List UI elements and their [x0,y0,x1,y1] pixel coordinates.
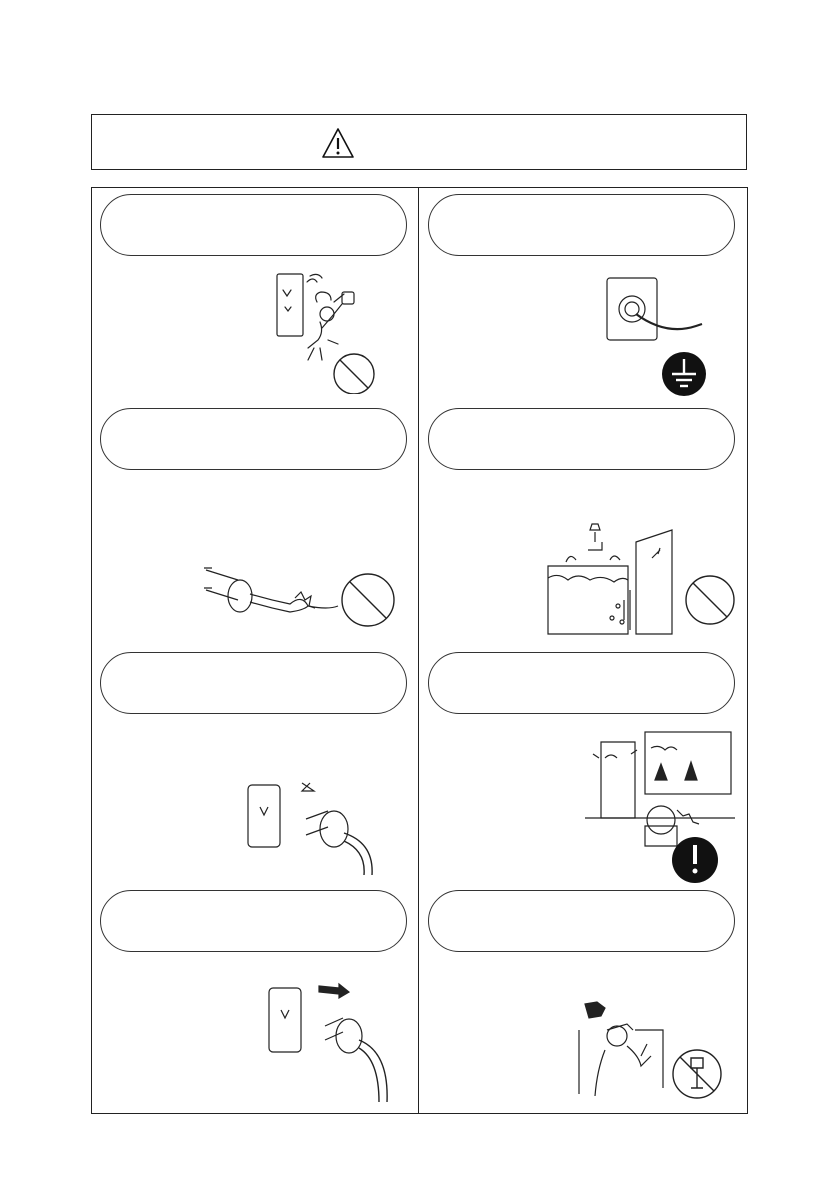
caution-pill-7 [100,890,407,952]
caution-pill-3 [100,408,407,470]
mandatory-exclamation-icon [672,837,718,883]
water-splash-sink-illustration [540,520,740,640]
no-disassembly-icon [673,1050,721,1098]
prohibition-icon [334,354,374,394]
wall-outlet-with-cord-illustration [600,274,720,398]
no-disassembly-illustration [575,1000,730,1100]
caution-pill-4 [428,408,735,470]
caution-pill-1 [100,194,407,256]
grid-divider [418,187,419,1114]
warning-header-box [91,114,747,170]
damaged-cord-plug-illustration [200,560,400,632]
ground-earth-icon [662,352,706,396]
caution-pill-2 [428,194,735,256]
unplug-illustration [265,978,395,1103]
caution-pill-5 [100,652,407,714]
warning-triangle-icon [321,127,355,159]
prohibition-icon [342,574,394,626]
plug-and-outlet-illustration [240,775,380,875]
prohibition-icon [686,576,734,624]
caution-pill-8 [428,890,735,952]
caution-pill-6 [428,652,735,714]
child-pulling-plug-illustration [270,262,385,394]
gas-leak-ventilate-illustration [585,730,735,886]
